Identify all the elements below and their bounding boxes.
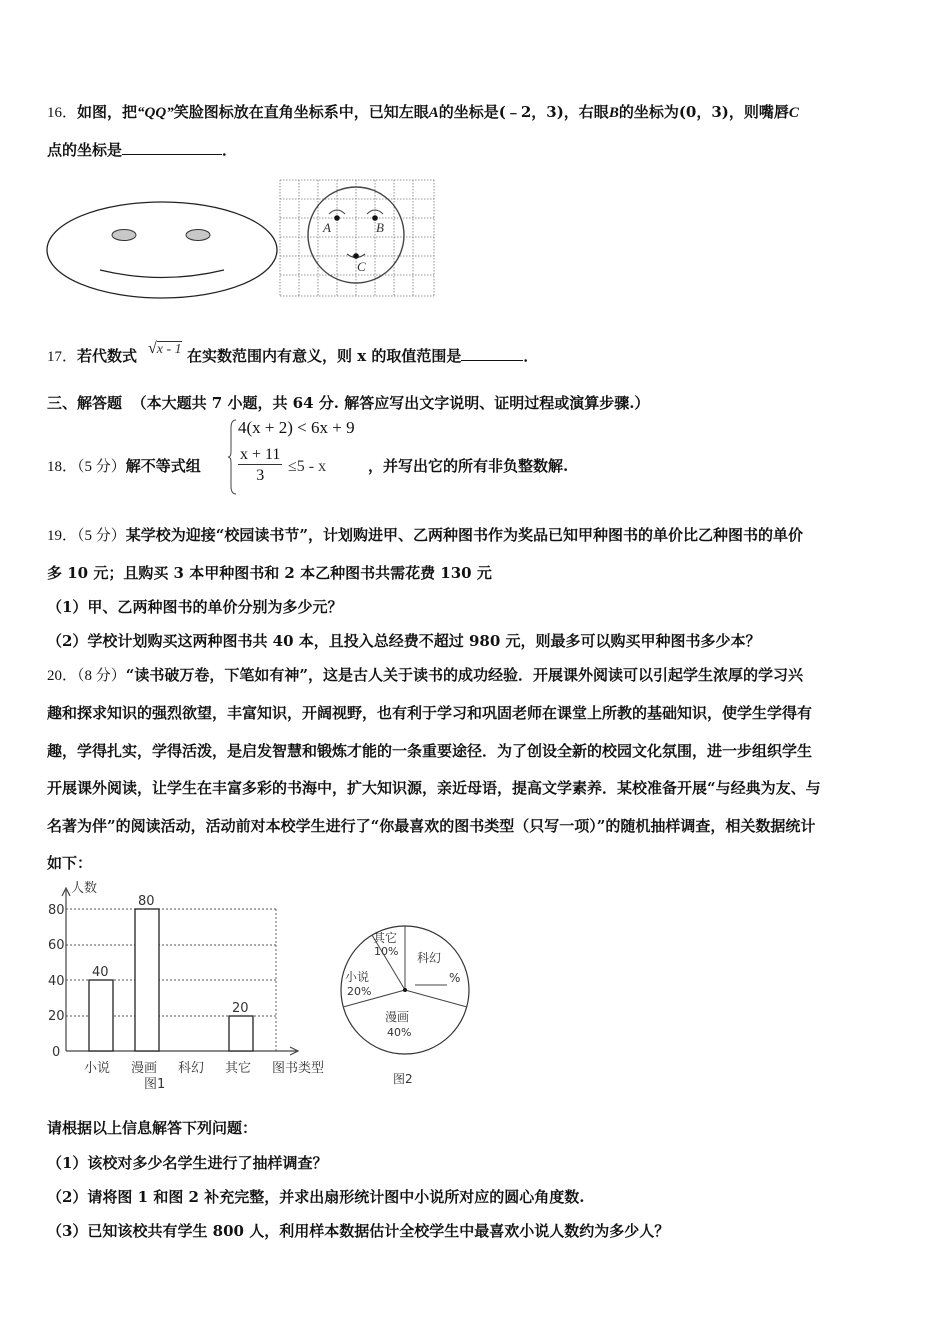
svg-text:A: A xyxy=(323,220,331,235)
answer-blank xyxy=(122,140,222,155)
q20-line6: 如下： xyxy=(47,854,93,872)
svg-text:漫画: 漫画 xyxy=(385,1010,410,1024)
sqrt-expression: √x - 1 xyxy=(148,340,182,357)
q19-sub2: （2）学校计划购买这两种图书共 40 本，且投入总经费不超过 980 元，则最多可以购买甲种图书多少本？ xyxy=(47,632,761,650)
svg-text:20: 20 xyxy=(48,1009,65,1024)
svg-text:80: 80 xyxy=(138,894,155,909)
section3-heading: 三、解答题 （本大题共 7 小题，共 64 分. 解答应写出文字说明、证明过程或演算步骤.） xyxy=(47,394,650,412)
svg-text:20%: 20% xyxy=(347,985,372,998)
svg-text:漫画: 漫画 xyxy=(131,1061,158,1076)
svg-text:40%: 40% xyxy=(387,1026,412,1039)
q20-sub2: （2）请将图 1 和图 2 补充完整，并求出扇形统计图中小说所对应的圆心角度数. xyxy=(47,1188,585,1206)
svg-text:C: C xyxy=(357,259,366,274)
q19-line2: 多 10 元；且购买 3 本甲种图书和 2 本乙种图书共需花费 130 元 xyxy=(47,564,492,582)
q17-line: 17．若代数式 在实数范围内有意义，则 x 的取值范围是 ． xyxy=(47,347,539,365)
svg-text:其它: 其它 xyxy=(373,931,398,945)
q20-line4: 开展课外阅读，让学生在丰富多彩的书海中，扩大知识源，亲近母语，提高文学素养．某校准备开展“与经典为友、与 xyxy=(47,779,821,797)
brace-icon xyxy=(228,418,238,496)
q19-line1: 19．（5 分）某学校为迎接“校园读书节”，计划购进甲、乙两种图书作为奖品已知甲种图书的单价比乙种图书的单价 xyxy=(47,526,804,544)
q16-line2: 点的坐标是 ． xyxy=(47,141,238,159)
svg-text:科幻: 科幻 xyxy=(417,951,442,965)
svg-text:60: 60 xyxy=(48,938,65,953)
q20-prompt: 请根据以上信息解答下列问题： xyxy=(47,1119,258,1137)
q20-sub3: （3）已知该校共有学生 800 人，利用样本数据估计全校学生中最喜欢小说人数约为多少人？ xyxy=(47,1222,670,1240)
svg-text:0: 0 xyxy=(52,1045,61,1060)
svg-text:小说: 小说 xyxy=(84,1061,111,1076)
q19-sub1: （1）甲、乙两种图书的单价分别为多少元？ xyxy=(47,598,343,616)
svg-text:%: % xyxy=(449,971,461,985)
svg-text:小说: 小说 xyxy=(345,970,370,984)
smiley-face-figure xyxy=(44,200,280,300)
svg-text:10%: 10% xyxy=(374,945,399,958)
svg-text:其它: 其它 xyxy=(225,1061,252,1076)
pie-chart-figure2 xyxy=(335,918,485,1090)
svg-text:图1: 图1 xyxy=(144,1077,166,1090)
svg-text:20: 20 xyxy=(232,1001,249,1016)
grid-smiley-figure xyxy=(279,178,437,298)
svg-text:80: 80 xyxy=(48,903,65,918)
q20-line2: 趣和探求知识的强烈欲望，丰富知识，开阔视野，也有利于学习和巩固老师在课堂上所教的基础知识，使学生学得有 xyxy=(47,704,813,722)
q20-line1: 20．（8 分）“读书破万卷，下笔如有神”，这是古人关于读书的成功经验．开展课外阅读可以引起学生浓厚的学习兴 xyxy=(47,666,804,684)
svg-text:40: 40 xyxy=(48,974,65,989)
svg-text:图2: 图2 xyxy=(393,1072,413,1086)
svg-text:B: B xyxy=(376,220,384,235)
svg-text:人数: 人数 xyxy=(71,881,98,896)
inequality-system: 4(x + 2) < 6x + 9 $\frac{x + 11}{3}$ ≤5 - x xyxy=(228,418,368,496)
q20-line3: 趣，学得扎实，学得活泼，是启发智慧和锻炼才能的一条重要途径．为了创设全新的校园文化氛围，进一步组织学生 xyxy=(47,742,813,760)
q20-sub1: （1）该校对多少名学生进行了抽样调查？ xyxy=(47,1154,328,1172)
bar-chart-figure1 xyxy=(44,878,344,1090)
svg-text:科幻: 科幻 xyxy=(178,1061,205,1076)
svg-text:40: 40 xyxy=(92,965,109,980)
q18-tail: ，并写出它的所有非负整数解. xyxy=(368,457,569,475)
q20-line5: 名著为伴”的阅读活动，活动前对本校学生进行了“你最喜欢的图书类型（只写一项）”的随机抽样调查，相关数据统计 xyxy=(47,817,816,835)
q18-line: 18．（5 分）解不等式组 xyxy=(47,457,201,475)
answer-blank xyxy=(461,346,523,361)
svg-text:图书类型: 图书类型 xyxy=(272,1061,325,1076)
q16-line1: 16．如图，把“QQ”笑脸图标放在直角坐标系中，已知左眼A的坐标是(﹣2，3)，右眼B的坐标为(0，3)，则嘴唇C xyxy=(47,103,799,121)
